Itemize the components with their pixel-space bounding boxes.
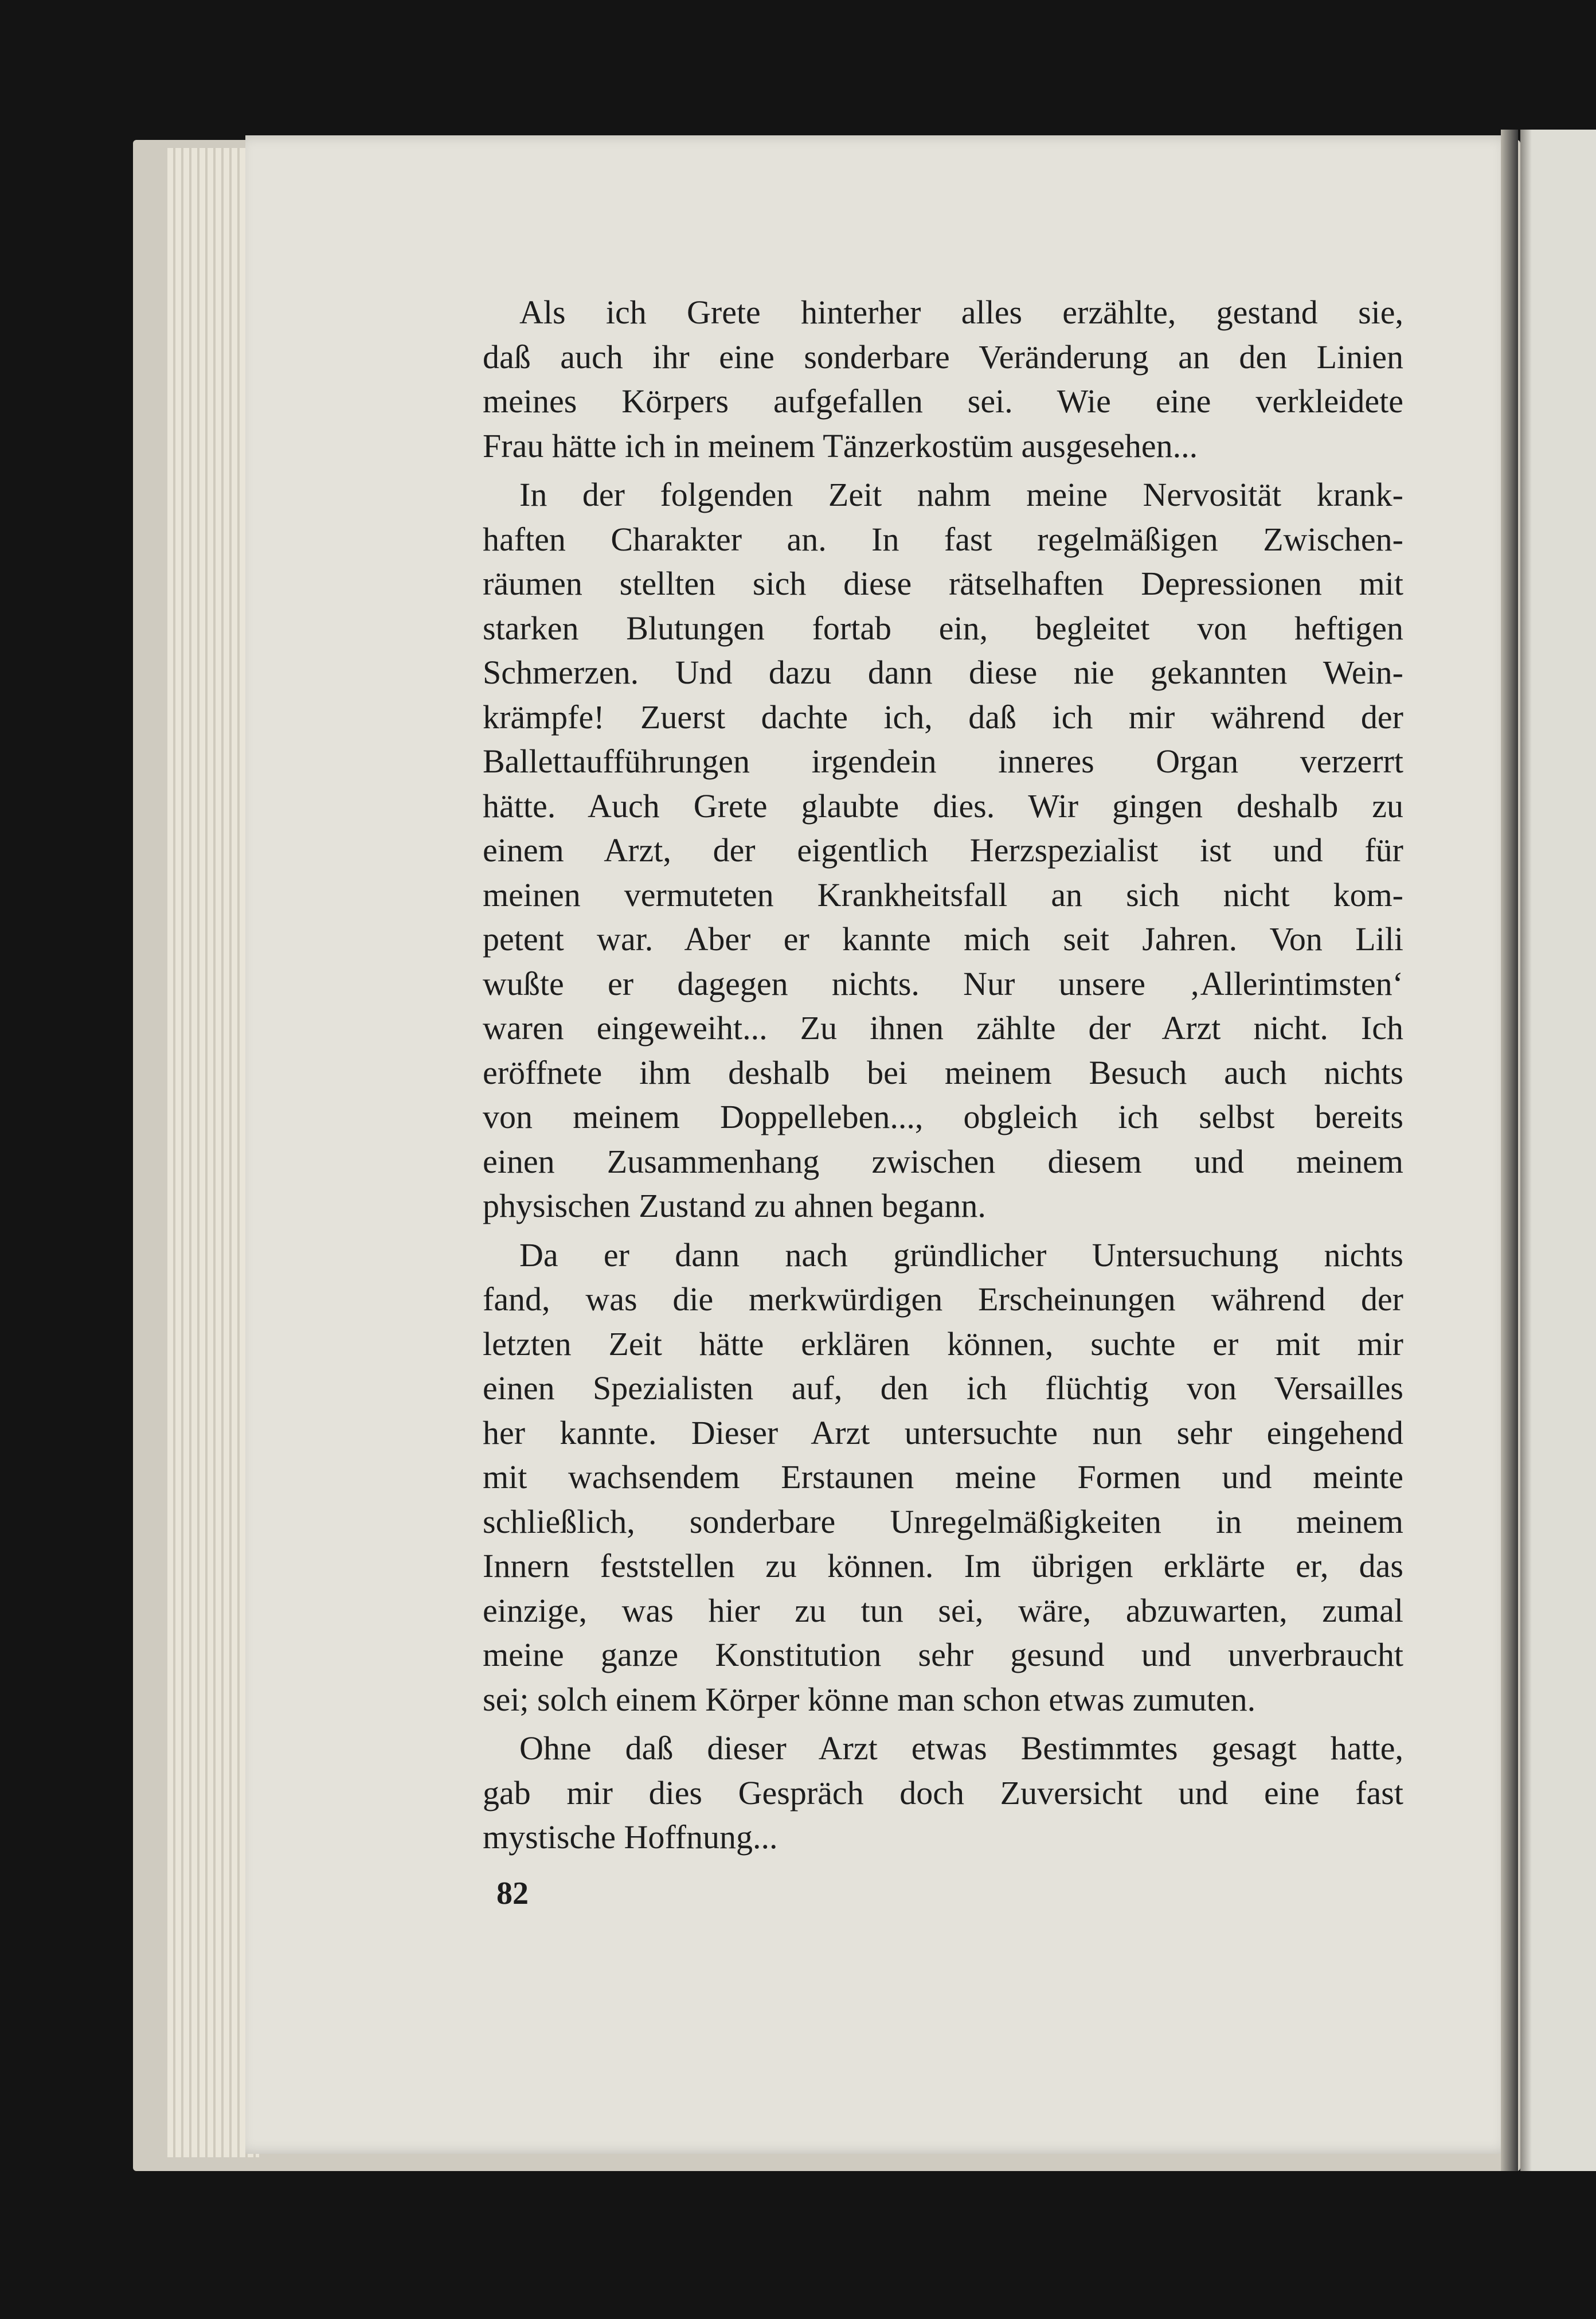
page-number: 82 xyxy=(496,1876,529,1911)
text-line: Ohne daß dieser Arzt etwas Bestimmtes gesagt hatte, xyxy=(519,1730,1403,1767)
text-line: räumen stellten sich diese rätselhaften Depressionen mit xyxy=(483,565,1403,602)
book-gutter xyxy=(1501,130,1518,2171)
text-line: eröffnete ihm deshalb bei meinem Besuch auch nichts xyxy=(483,1053,1403,1091)
text-line: her kannte. Dieser Arzt untersuchte nun sehr eingehend xyxy=(483,1414,1403,1451)
text-line: Ballettaufführungen irgendein inneres Organ verzerrt xyxy=(483,743,1403,780)
text-line: wußte er dagegen nichts. Nur unsere ‚Allerintimsten‘ xyxy=(483,965,1403,1002)
text-line: meines Körpers aufgefallen sei. Wie eine verkleidete xyxy=(483,382,1403,420)
text-line: waren eingeweiht... Zu ihnen zählte der Arzt nicht. Ich xyxy=(483,1009,1403,1047)
body-text xyxy=(483,290,1403,1864)
paragraph xyxy=(483,473,1403,1228)
text-line: letzten Zeit hätte erklären können, suchte er mit mir xyxy=(483,1325,1403,1362)
text-line: sei; solch einem Körper könne man schon etwas zumuten. xyxy=(483,1680,1256,1718)
text-line: mystische Hoffnung... xyxy=(483,1818,778,1856)
text-line: meinen vermuteten Krankheitsfall an sich nicht kom- xyxy=(483,876,1403,913)
text-line: einen Spezialisten auf, den ich flüchtig von Versailles xyxy=(483,1369,1403,1407)
paragraph xyxy=(483,1726,1403,1860)
text-line: petent war. Aber er kannte mich seit Jahren. Von Lili xyxy=(483,920,1403,958)
text-line: haften Charakter an. In fast regelmäßigen Zwischen- xyxy=(483,520,1403,558)
text-line: physischen Zustand zu ahnen begann. xyxy=(483,1187,986,1224)
text-line: Frau hätte ich in meinem Tänzerkostüm ausgesehen... xyxy=(483,427,1198,464)
paragraph xyxy=(483,290,1403,468)
text-line: Schmerzen. Und dazu dann diese nie gekannten Wein- xyxy=(483,654,1403,691)
text-line: mit wachsendem Erstaunen meine Formen und meinte xyxy=(483,1458,1403,1496)
text-line: gab mir dies Gespräch doch Zuversicht und eine fast xyxy=(483,1774,1403,1812)
text-line: daß auch ihr eine sonderbare Veränderung an den Linien xyxy=(483,338,1403,376)
text-line: schließlich, sonderbare Unregelmäßigkeiten in meinem xyxy=(483,1502,1403,1540)
text-line: In der folgenden Zeit nahm meine Nervosität krank- xyxy=(519,476,1403,513)
text-line: Da er dann nach gründlicher Untersuchung nichts xyxy=(519,1236,1403,1274)
text-line: Innern feststellen zu können. Im übrigen erklärte er, das xyxy=(483,1547,1403,1584)
text-line: hätte. Auch Grete glaubte dies. Wir gingen deshalb zu xyxy=(483,787,1403,825)
text-line: krämpfe! Zuerst dachte ich, daß ich mir während der xyxy=(483,698,1403,736)
text-line: einem Arzt, der eigentlich Herzspezialist ist und für xyxy=(483,831,1403,869)
text-line: meine ganze Konstitution sehr gesund und unverbraucht xyxy=(483,1636,1403,1673)
text-line: einzige, was hier zu tun sei, wäre, abzuwarten, zumal xyxy=(483,1591,1403,1629)
text-line: Als ich Grete hinterher alles erzählte, gestand sie, xyxy=(519,294,1403,331)
facing-page-shadow xyxy=(1520,130,1532,2171)
text-line: fand, was die merkwürdigen Erscheinungen während der xyxy=(483,1280,1403,1318)
text-line: starken Blutungen fortab ein, begleitet von heftigen xyxy=(483,609,1403,647)
paragraph xyxy=(483,1233,1403,1722)
text-line: einen Zusammenhang zwischen diesem und meinem xyxy=(483,1142,1403,1180)
text-line: von meinem Doppelleben..., obgleich ich selbst bereits xyxy=(483,1098,1403,1135)
